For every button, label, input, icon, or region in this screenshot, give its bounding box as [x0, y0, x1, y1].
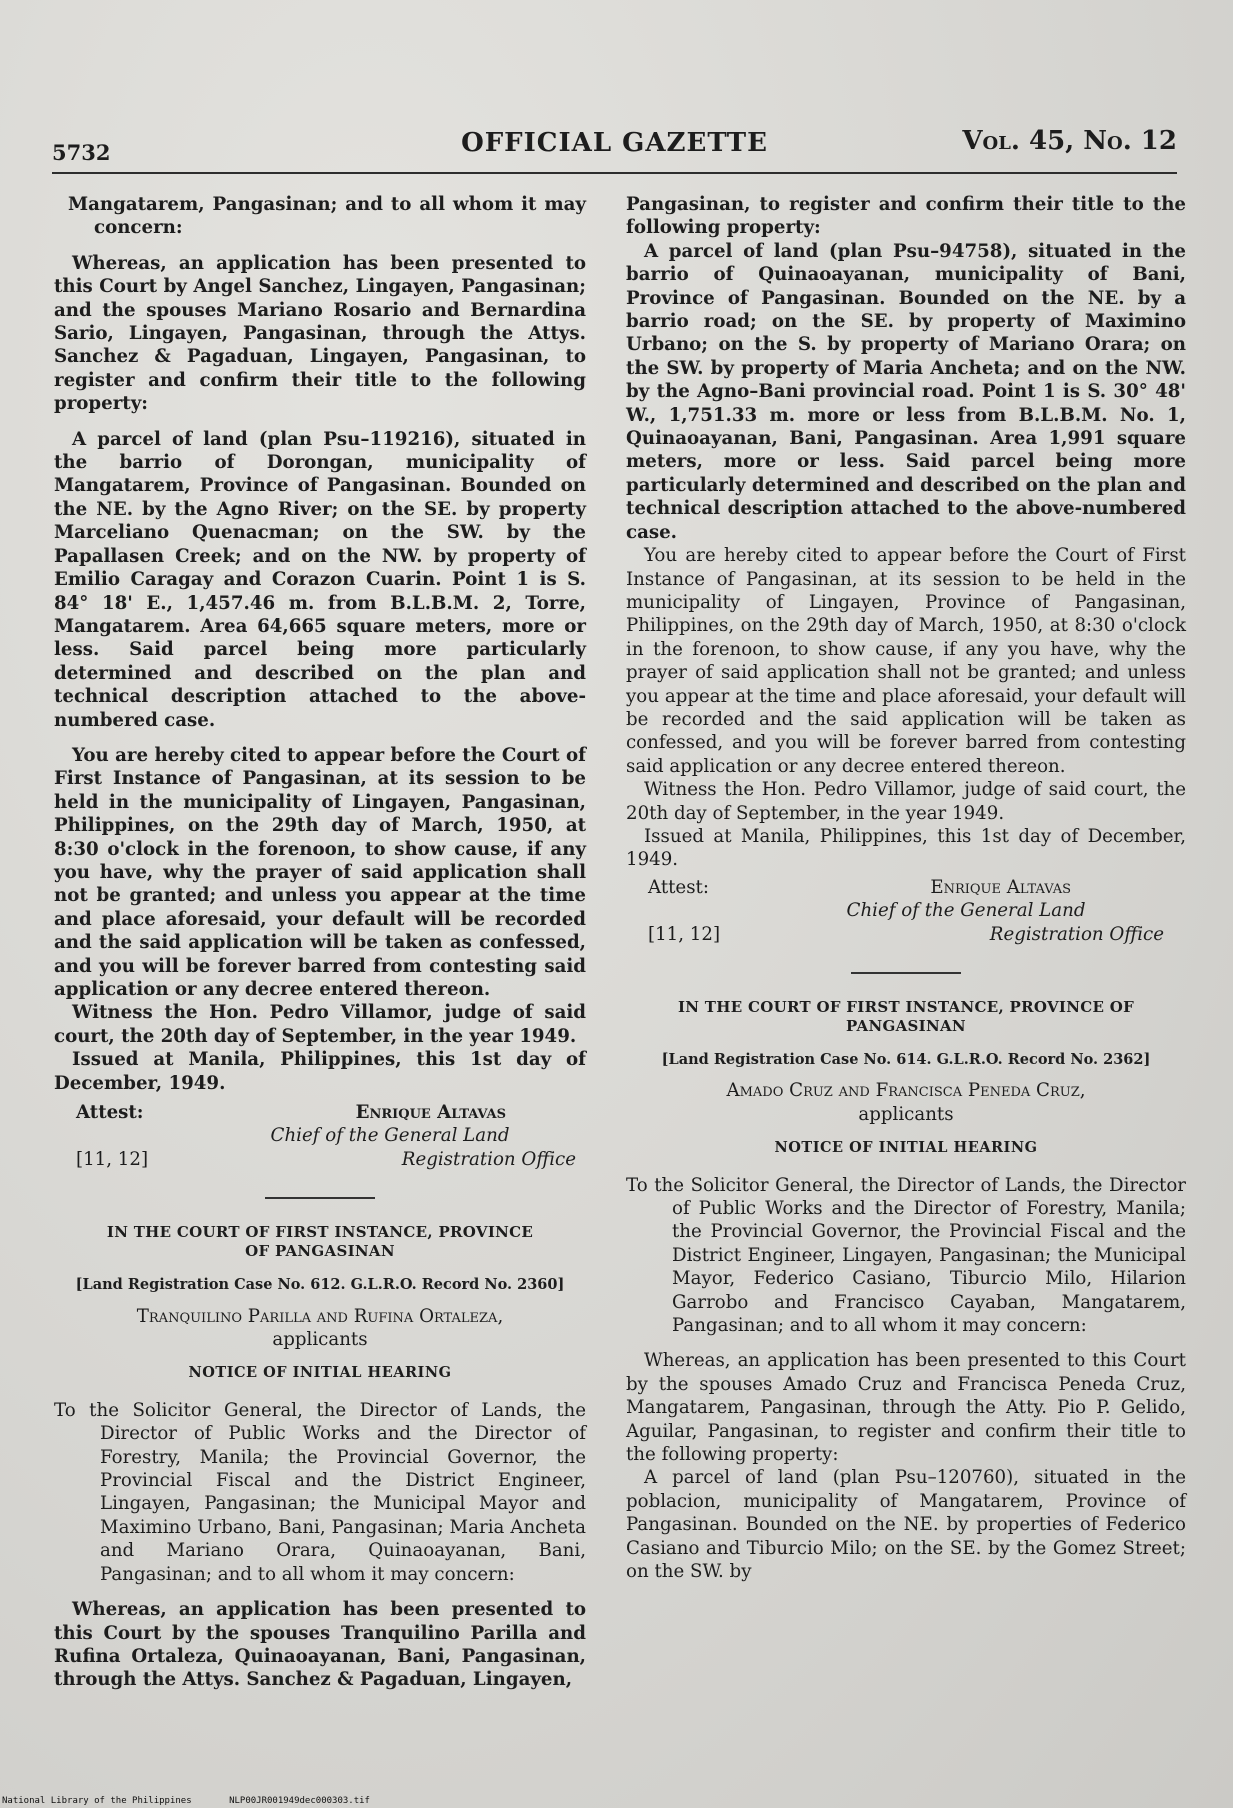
right-parcel-2: A parcel of land (plan Psu–120760), situated in the poblacion, municipality of Mangatarem, Province of Pangasinan. Bounded on the NE. by properties of Federico Casiano and Tiburcio Milo; on the SE. by the Gomez Street; on the SW. by [626, 1467, 1186, 1583]
right-addressees: To the Solicitor General, the Director of Lands, the Director of Public Works and the Director of Forestry, Manila; the Provincial Governor, the Provincial Fiscal and the District Engineer, Lingayen, Pangasinan; the Municipal Mayor, Federico Casiano, Tiburcio Milo, Hilarion Garrobo and Francisco Cayaban, Mangatarem, Pangasinan; and to all whom it may concern: [626, 1174, 1186, 1337]
left-signer: Enrique Altavas [355, 1102, 506, 1124]
left-notice-title: NOTICE OF INITIAL HEARING [188, 1364, 452, 1382]
left-ref-row [54, 1148, 586, 1171]
left-court-heading: IN THE COURT OF FIRST INSTANCE, PROVINCE OF PANGASINAN [106, 1223, 534, 1261]
left-whereas-2: Whereas, an application has been presented to this Court by the spouses Tranquilino Parilla and Rufina Ortaleza, Quinaoayanan, Bani, Pangasinan, through the Attys. Sanchez & Pagaduan, Lingayen, [54, 1599, 586, 1691]
left-column [54, 193, 586, 1692]
left-attest-label: Attest: [76, 1102, 144, 1124]
right-case-number: [Land Registration Case No. 614. G.L.R.O. Record No. 2362] [661, 1050, 1151, 1068]
left-applicants-label: applicants [272, 1329, 368, 1351]
right-signer-title-1: Chief of the General Land [846, 900, 1086, 922]
page-number: 5732 [52, 140, 111, 165]
right-witness: Witness the Hon. Pedro Villamor, judge of said court, the 20th day of September, in the year 1949. [626, 779, 1186, 824]
page-header [52, 118, 1177, 168]
left-addressees-end: Mangatarem, Pangasinan; and to all whom it may concern: [68, 194, 586, 239]
right-applicants: Amado Cruz and Francisca Peneda Cruz, [726, 1080, 1086, 1102]
footer-library: National Library of the Philippines [2, 1796, 192, 1806]
right-parcel: A parcel of land (plan Psu–94758), situated in the barrio of Quinaoayanan, municipality of Bani, Province of Pangasinan. Bounded on the NE. by a barrio road; on the SE. by property of Maximino Urbano; on the S. by property of Mariano Orara; on the SW. by property of Maria Ancheta; and on the NW. by the Agno–Bani provincial road. Point 1 is S. 30° 48' W., 1,751.33 m. more or less from B.L.B.M. No. 1, Quinaoayanan, Bani, Pangasinan. Area 1,991 square meters, more or less. Said parcel being more particularly determined and described on the plan and technical description attached to the above-numbered case. [626, 240, 1186, 543]
right-citation: You are hereby cited to appear before the Court of First Instance of Pangasinan, at its session to be held in the municipality of Lingayen, Province of Pangasinan, Philippines, on the 29th day of March, 1950, at 8:30 o'clock in the forenoon, to show cause, if any you have, why the prayer of said application shall not be granted; and unless you appear at the time and place aforesaid, your default will be recorded and the said application will be taken as confessed, and you will be forever barred from contesting said application or any decree entered thereon. [626, 545, 1186, 777]
left-parcel: A parcel of land (plan Psu–119216), situated in the barrio of Dorongan, municipality of Mangatarem, Province of Pangasinan. Bounded on the NE. by the Agno River; on the SE. by property Marceliano Quenacman; on the SW. by the Papallasen Creek; and on the NW. by property of Emilio Caragay and Corazon Cuarin. Point 1 is S. 84° 18' E., 1,457.46 m. from B.L.B.M. 2, Torre, Mangatarem. Area 64,665 square meters, more or less. Said parcel being more particularly determined and described on the plan and technical description attached to the above-numbered case. [54, 428, 586, 731]
publication-title: OFFICIAL GAZETTE [461, 128, 768, 158]
left-separator [265, 1197, 375, 1199]
left-issued: Issued at Manila, Philippines, this 1st day of December, 1949. [54, 1049, 586, 1094]
left-citation: You are hereby cited to appear before the Court of First Instance of Pangasinan, at its session to be held in the municipality of Lingayen, Pangasinan, Philippines, on the 29th day of March, 1950, at 8:30 o'clock in the forenoon, to show cause, if any you have, why the prayer of said application shall not be granted; and unless you appear at the time and place aforesaid, your default will be recorded and the said application will be taken as confessed, and you will be forever barred from contesting said application or any decree entered thereon. [54, 744, 586, 1000]
left-witness: Witness the Hon. Pedro Villamor, judge of said court, the 20th day of September, in the year 1949. [54, 1002, 586, 1047]
right-attest-row [626, 876, 1186, 899]
right-attest-label: Attest: [648, 876, 709, 898]
footer-file: NLP00JR001949dec000303.tif [229, 1796, 370, 1806]
left-signer-title-1: Chief of the General Land [270, 1125, 510, 1147]
right-notice-title: NOTICE OF INITIAL HEARING [774, 1139, 1038, 1157]
right-column [626, 193, 1186, 1584]
right-ref: [11, 12] [648, 923, 721, 945]
right-signer-title-2: Registration Office [989, 923, 1164, 945]
right-continuation: Pangasinan, to register and confirm their title to the following property: [626, 194, 1186, 239]
left-case-number: [Land Registration Case No. 612. G.L.R.O. Record No. 2360] [75, 1276, 565, 1294]
left-applicants: Tranquilino Parilla and Rufina Ortaleza, [136, 1305, 504, 1327]
right-issued: Issued at Manila, Philippines, this 1st day of December, 1949. [626, 825, 1186, 871]
right-whereas: Whereas, an application has been presented to this Court by the spouses Amado Cruz and Francisca Peneda Cruz, Mangatarem, Pangasinan, through the Atty. Pio P. Gelido, Aguilar, Pangasinan, to register and confirm their title to the following property: [626, 1350, 1186, 1466]
left-addressees: To the Solicitor General, the Director of Lands, the Director of Public Works and the Director of Forestry, Manila; the Provincial Governor, the Provincial Fiscal and the District Engineer, Lingayen, Pangasinan; the Municipal Mayor and Maximino Urbano, Bani, Pangasinan; Maria Ancheta and Mariano Orara, Quinaoayanan, Bani, Pangasinan; and to all whom it may concern: [54, 1399, 586, 1585]
right-separator [851, 972, 961, 974]
left-whereas: Whereas, an application has been presented to this Court by Angel Sanchez, Lingayen, Pangasinan; and the spouses Mariano Rosario and Bernardina Sario, Lingayen, Pangasinan, through the Attys. Sanchez & Pagaduan, Lingayen, Pangasinan, to register and confirm their title to the following property: [54, 252, 586, 415]
right-court-heading: IN THE COURT OF FIRST INSTANCE, PROVINCE OF PANGASINAN [677, 997, 1135, 1035]
right-applicants-label: applicants [858, 1103, 954, 1125]
left-attest-row [54, 1101, 586, 1124]
left-ref: [11, 12] [76, 1148, 149, 1170]
right-signer: Enrique Altavas [930, 876, 1071, 898]
scan-footer [2, 1796, 402, 1806]
volume-number: Vol. 45, No. 12 [962, 126, 1177, 156]
right-ref-row [626, 923, 1186, 946]
header-rule [52, 172, 1177, 174]
left-signer-title-2: Registration Office [401, 1148, 576, 1170]
